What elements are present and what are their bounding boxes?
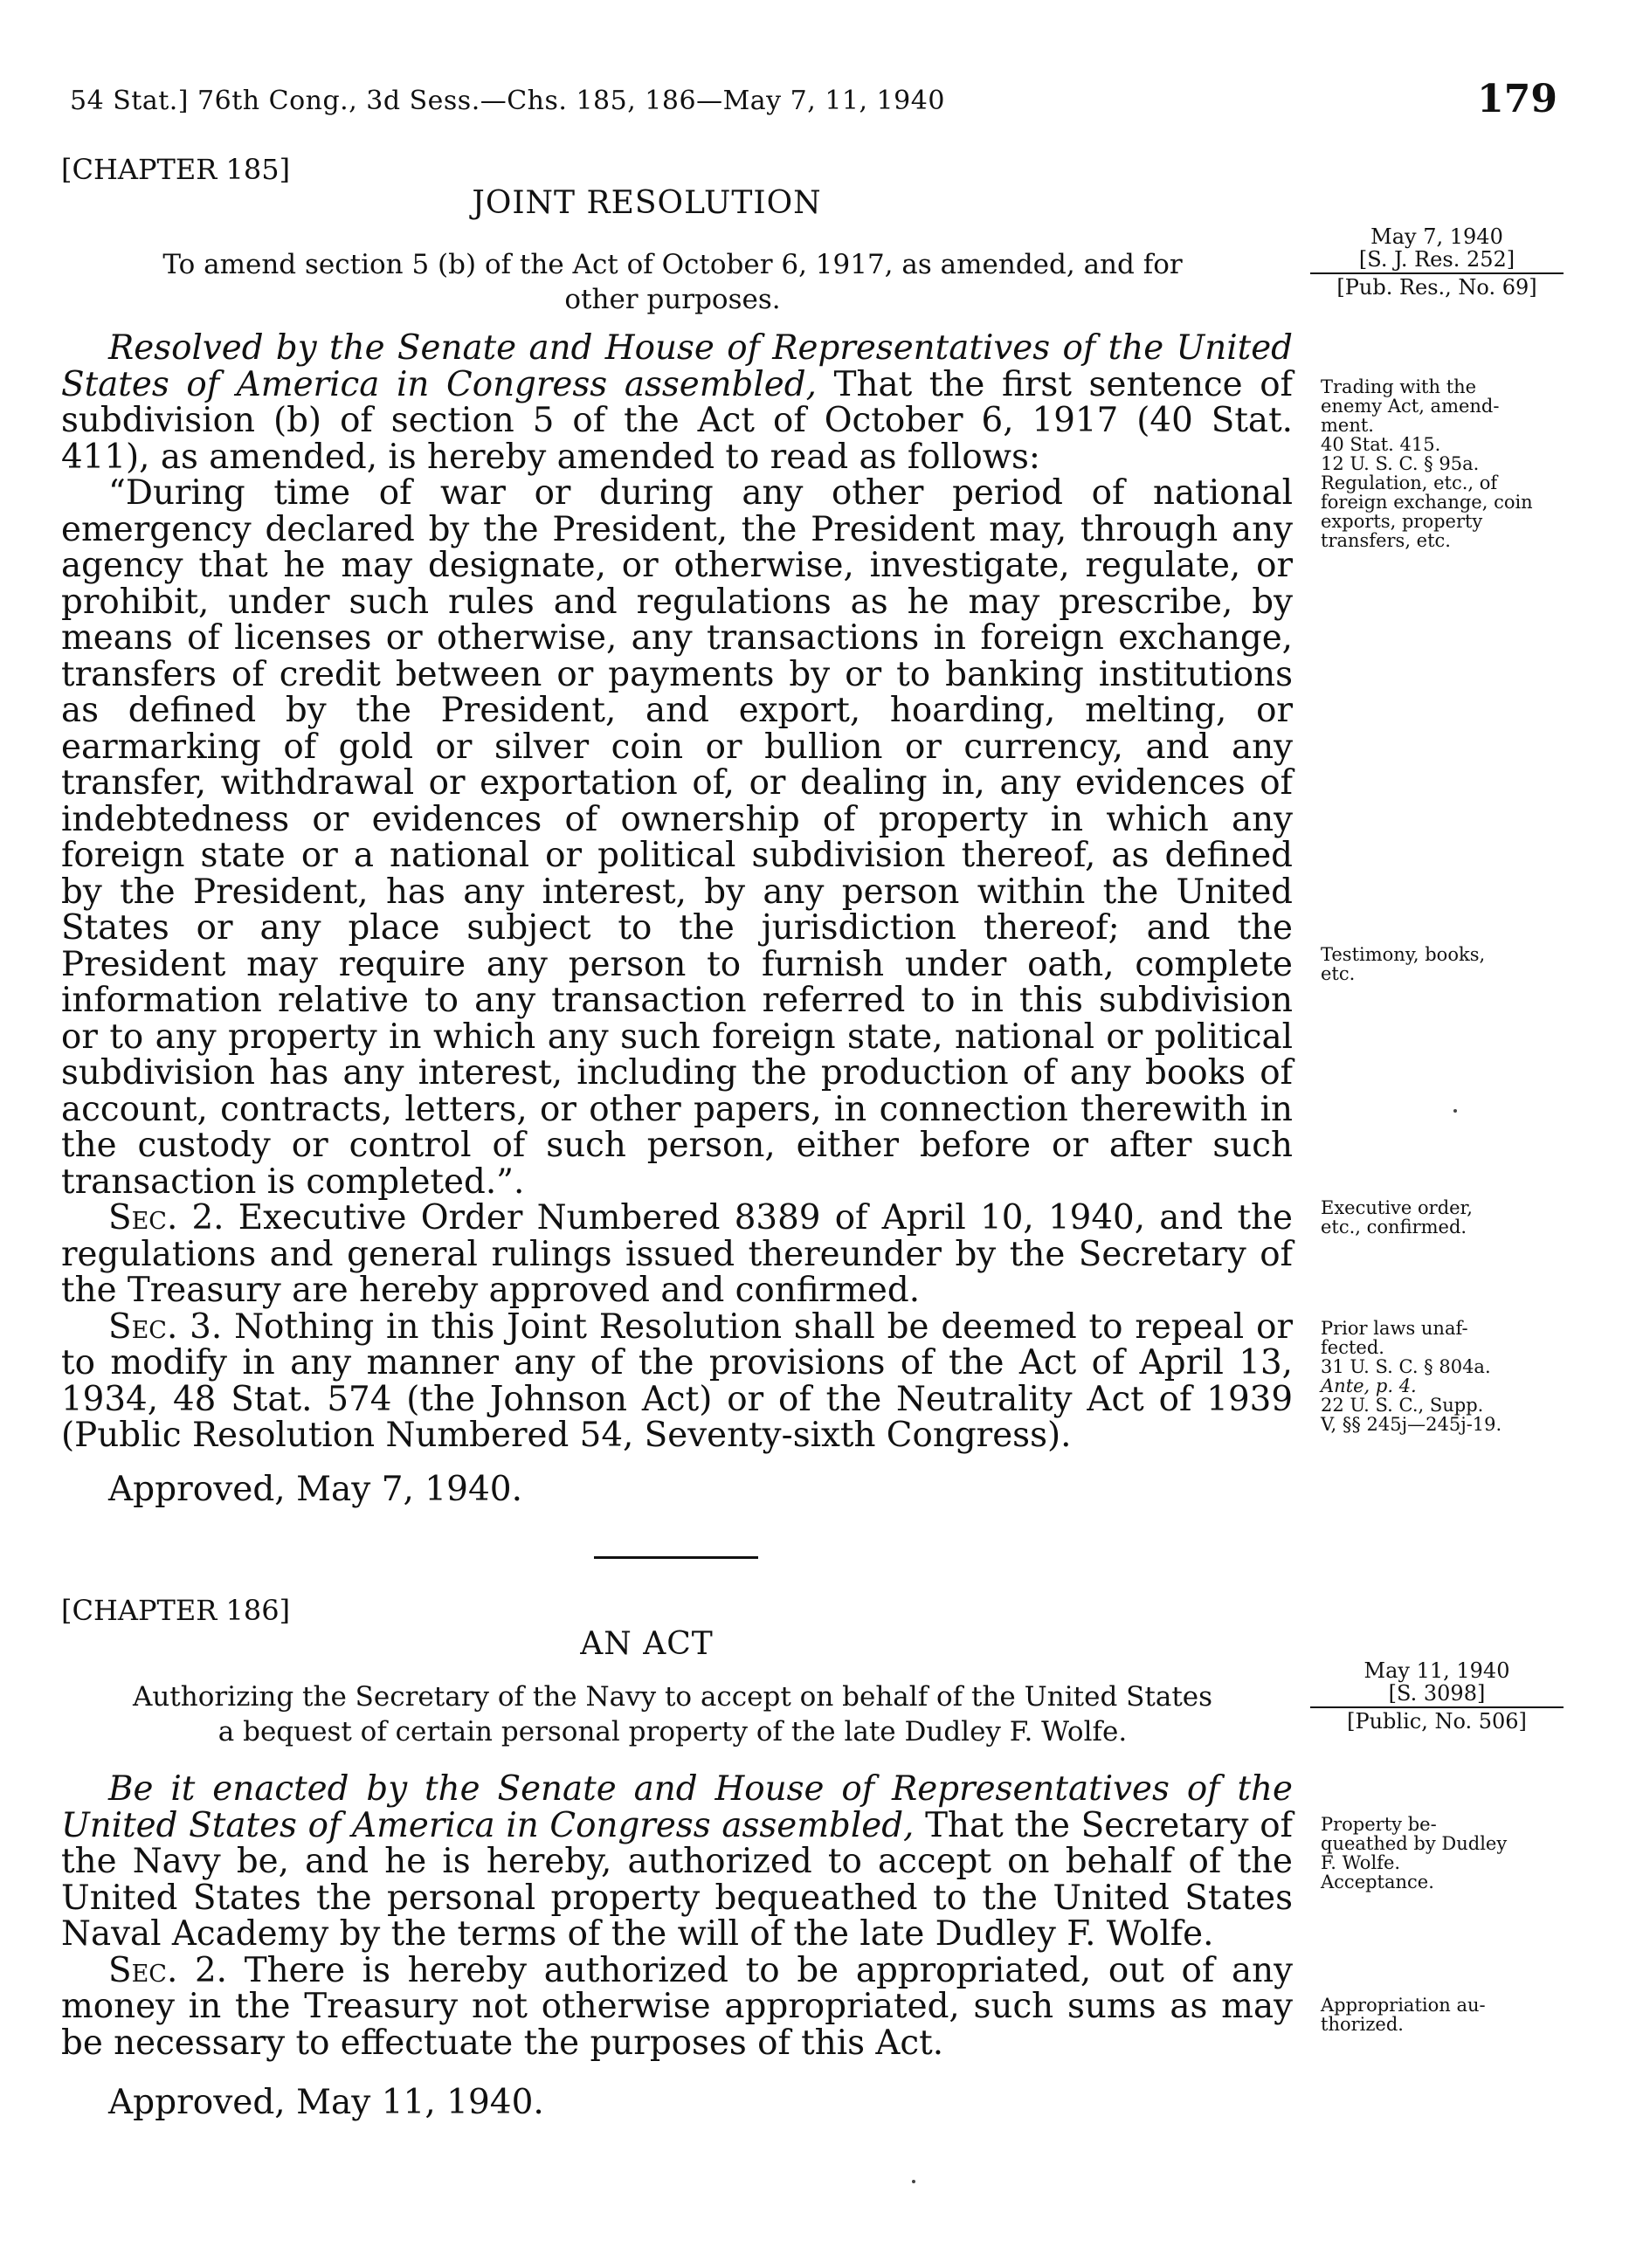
chapter-186-margin-date-block: [1310, 1659, 1564, 1733]
side-note-citation: 31 U. S. C. § 804a.: [1321, 1356, 1491, 1377]
print-speck: [1453, 1109, 1457, 1113]
side-note-line: transfers, etc.: [1321, 530, 1451, 551]
side-note-line: thorized.: [1321, 2014, 1404, 2035]
side-note-line: foreign exchange, coin: [1321, 492, 1533, 513]
side-note-line: Regulation, etc., of: [1321, 472, 1498, 493]
side-note-line: Executive order,: [1321, 1197, 1473, 1218]
paragraph-1-text: That the Secretary of the Navy be, and he is hereby, authorized to accept on behalf of the United States the personal property bequeathed to the United States Naval Academy by the terms of the will of the late Dudley F. Wolfe.: [61, 1805, 1293, 1954]
side-note-line: Trading with the: [1321, 376, 1477, 397]
side-note-line: fected.: [1321, 1337, 1384, 1358]
side-note-line: enemy Act, amend-: [1321, 396, 1500, 417]
print-speck: [912, 2180, 915, 2183]
chapter-185-purpose: [61, 247, 1284, 317]
side-note-citation: Ante, p. 4.: [1321, 1375, 1417, 1396]
section-2-label: Sec. 2.: [108, 1198, 224, 1237]
purpose-line-2: a bequest of certain personal property of the late Dudley F. Wolfe.: [217, 1716, 1128, 1748]
enacting-clause: Be it enacted by the Senate and House of Representatives of the United States of America in Congress assembled,: [61, 1769, 1293, 1845]
side-note-executive-order: [1321, 1198, 1565, 1237]
section-3-label: Sec. 3.: [108, 1306, 223, 1347]
chapter-186-purpose: [61, 1679, 1284, 1749]
chapter-186-body: [61, 1771, 1293, 2061]
side-note-line: Property be-: [1321, 1814, 1437, 1835]
section-3-text: Nothing in this Joint Resolution shall be deemed to repeal or to modify in any manner any of the provisions of the Act of April 13, 1934, 48 Stat. 574 (the Johnson Act) or of the Neutrality Act of 1939 (Public Resolution Numbered 54, Seventy-sixth Congress).: [61, 1306, 1293, 1455]
side-note-line: queathed by Dudley: [1321, 1833, 1508, 1854]
side-note-line: etc., confirmed.: [1321, 1217, 1467, 1237]
margin-law: [Public, No. 506]: [1347, 1709, 1527, 1734]
side-note-line: Prior laws unaf-: [1321, 1318, 1468, 1339]
purpose-line-1: To amend section 5 (b) of the Act of October 6, 1917, as amended, and for: [162, 249, 1183, 280]
act-paragraph-1: [61, 1771, 1293, 1953]
section-2: [61, 1200, 1293, 1309]
margin-law: [Pub. Res., No. 69]: [1336, 275, 1537, 300]
side-note-line: exports, property: [1321, 511, 1483, 532]
running-header: 54 Stat.] 76th Cong., 3d Sess.—Chs. 185, 186—May 7, 11, 1940: [70, 86, 945, 116]
chapter-185-margin-date-block: [1310, 225, 1564, 299]
purpose-line-1: Authorizing the Secretary of the Navy to accept on behalf of the United States: [132, 1681, 1213, 1713]
chapter-186-approved: Approved, May 11, 1940.: [108, 2083, 544, 2122]
page-number: 179: [1477, 77, 1557, 121]
amended-text-paragraph: “During time of war or during any other period of national emergency declared by the President, the President may, through any agency that he may designate, or otherwise, investigate, regulate, or prohibit, under such rules and regulations as he may prescribe, by means of licenses or otherwise, any transactions in foreign exchange, transfers of credit between or payments by or to banking institutions as defined by the President, and export, hoarding, melting, or earmarking of gold or silver coin or bullion or currency, and any transfer, withdrawal or exportation of, or dealing in, any evidences of indebtedness or evidences of ownership of property in which any foreign state or a national or political subdivision thereof, as defined by the President, has any interest, by any person within the United States or any place subject to the jurisdiction thereof; and the President may require any person to furnish under oath, complete information relative to any transaction referred to in this subdivision or to any property in which any such foreign state, national or political subdivision has any interest, including the production of any books of account, contracts, letters, or other papers, in connection therewith in the custody or control of such person, either before or after such transaction is completed.”.: [61, 473, 1293, 1202]
margin-bill: [S. J. Res. 252]: [1358, 247, 1515, 272]
chapter-185-title: JOINT RESOLUTION: [472, 185, 822, 221]
side-note-property: [1321, 1815, 1565, 1892]
chapter-186-label: [CHAPTER 186]: [61, 1594, 291, 1627]
margin-date: May 7, 1940: [1370, 224, 1503, 249]
chapter-185-approved: Approved, May 7, 1940.: [108, 1470, 522, 1509]
side-note-line: Testimony, books,: [1321, 944, 1486, 965]
margin-bill: [S. 3098]: [1388, 1681, 1486, 1706]
chapter-185-label: [CHAPTER 185]: [61, 153, 291, 186]
section-2: [61, 1950, 1293, 2063]
side-note-line: F. Wolfe.: [1321, 1852, 1401, 1873]
side-note-citation: 12 U. S. C. § 95a.: [1321, 453, 1480, 474]
side-note-line: Appropriation au-: [1321, 1995, 1486, 2016]
side-note-line: etc.: [1321, 963, 1356, 984]
side-note-testimony: [1321, 945, 1565, 983]
section-2-text: There is hereby authorized to be appropriated, out of any money in the Treasury not otherwise appropriated, such sums as may be necessary to effectuate the purposes of this Act.: [61, 1950, 1293, 2063]
side-note-appropriation: [1321, 1996, 1565, 2034]
purpose-line-2: other purposes.: [564, 284, 781, 315]
enacting-clause: Resolved by the Senate and House of Representatives of the United States of America in Congress assembled,: [61, 328, 1293, 404]
side-note-citation: 22 U. S. C., Supp.: [1321, 1395, 1484, 1416]
side-note-prior-laws: [1321, 1319, 1565, 1434]
chapter-separator-rule: [594, 1556, 758, 1559]
section-2-label: Sec. 2.: [108, 1950, 228, 1990]
chapter-186-title: AN ACT: [580, 1626, 714, 1662]
side-note-citation: 40 Stat. 415.: [1321, 434, 1441, 455]
side-note-line: ment.: [1321, 415, 1374, 436]
side-note-citation: V, §§ 245j—245j-19.: [1321, 1414, 1502, 1435]
margin-date: May 11, 1940: [1363, 1658, 1510, 1683]
margin-rule: [1310, 272, 1564, 274]
resolution-paragraph-1: [61, 330, 1293, 475]
section-3: [61, 1306, 1293, 1455]
side-note-trading: [1321, 377, 1565, 550]
section-2-text: Executive Order Numbered 8389 of April 10, 1940, and the regulations and general rulings issued thereunder by the Secretary of the Treasury are hereby approved and confirmed.: [61, 1198, 1293, 1310]
paragraph-1-text: That the first sentence of subdivision (b) of section 5 of the Act of October 6, 1917 (40 Stat. 411), as amended, is hereby amended to read as follows:: [61, 364, 1294, 477]
chapter-185-body: [61, 330, 1293, 1454]
margin-rule: [1310, 1706, 1564, 1708]
side-note-line: Acceptance.: [1321, 1872, 1434, 1892]
